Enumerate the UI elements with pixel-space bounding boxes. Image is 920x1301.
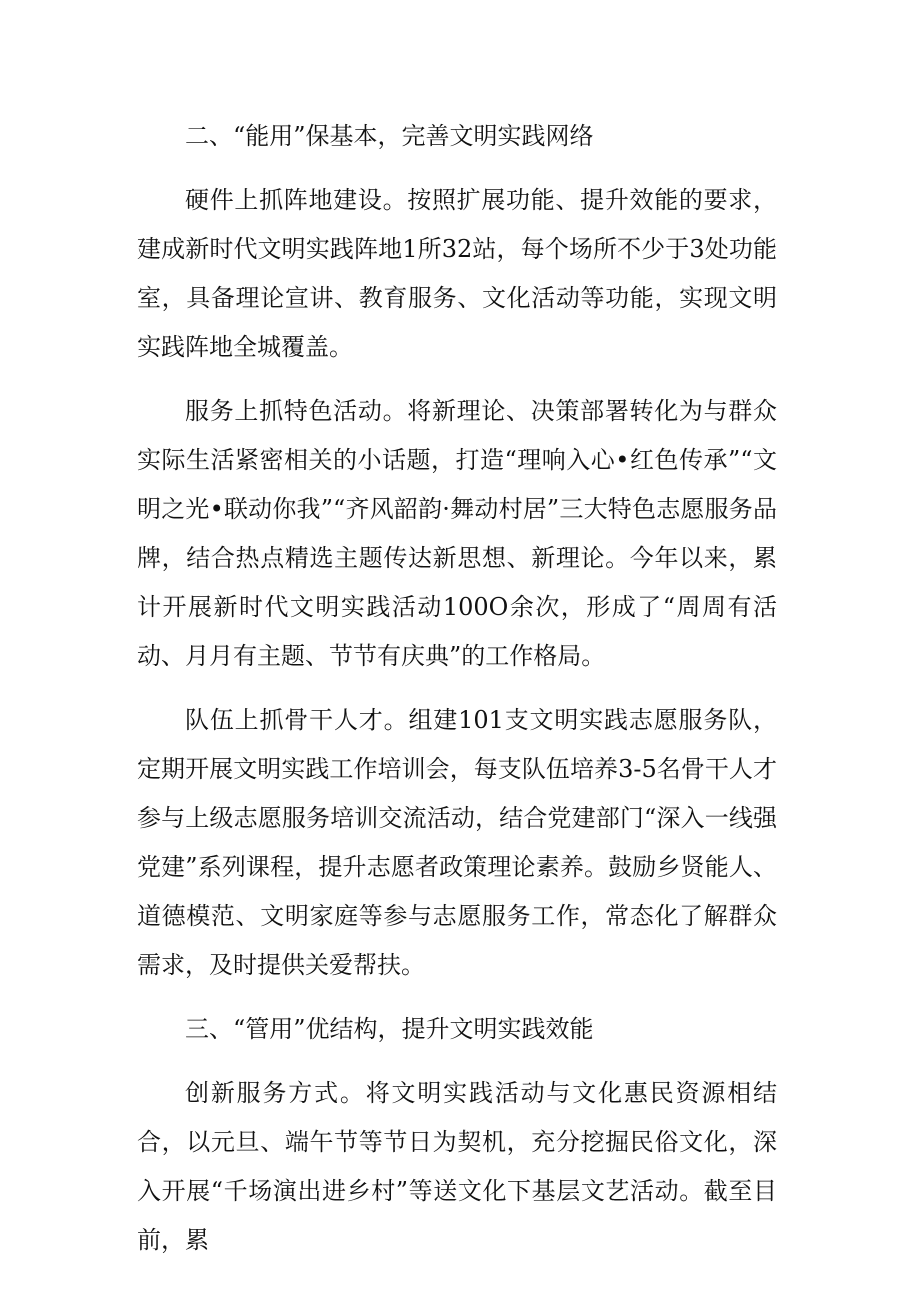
paragraph-hardware: 硬件上抓阵地建设。按照扩展功能、提升效能的要求，建成新时代文明实践阵地1所32站，每个场所不少于3处功能室，具备理论宣讲、教育服务、文化活动等功能，实现文明实践阵地全城覆盖。: [137, 186, 777, 361]
paragraph-team: 队伍上抓骨干人才。组建101支文明实践志愿服务队，定期开展文明实践工作培训会，每支队伍培养3-5名骨干人才参与上级志愿服务培训交流活动，结合党建部门“深入一线强党建”系列课程，提升志愿者政策理论素养。鼓励乡贤能人、道德模范、文明家庭等参与志愿服务工作，常态化了解群众需求，及时提供关爱帮扶。: [137, 706, 777, 979]
document-body: [137, 112, 777, 1280]
section-heading-2: 二、“能用”保基本，完善文明实践网络: [185, 122, 594, 150]
section-heading-3: 三、“管用”优结构，提升文明实践效能: [185, 1015, 594, 1043]
paragraph-services: 服务上抓特色活动。将新理论、决策部署转化为与群众实际生活紧密相关的小话题，打造“理响入心•红色传承”“文明之光•联动你我”“齐风韶韵·舞动村居”三大特色志愿服务品牌，结合热点精选主题传达新思想、新理论。今年以来，累计开展新时代文明实践活动100O余次，形成了“周周有活动、月月有主题、节节有庆典”的工作格局。: [137, 397, 777, 670]
paragraph-innovation: 创新服务方式。将文明实践活动与文化惠民资源相结合，以元旦、端午节等节日为契机，充分挖掘民俗文化，深入开展“千场演出进乡村”等送文化下基层文艺活动。截至目前，累: [137, 1079, 777, 1254]
